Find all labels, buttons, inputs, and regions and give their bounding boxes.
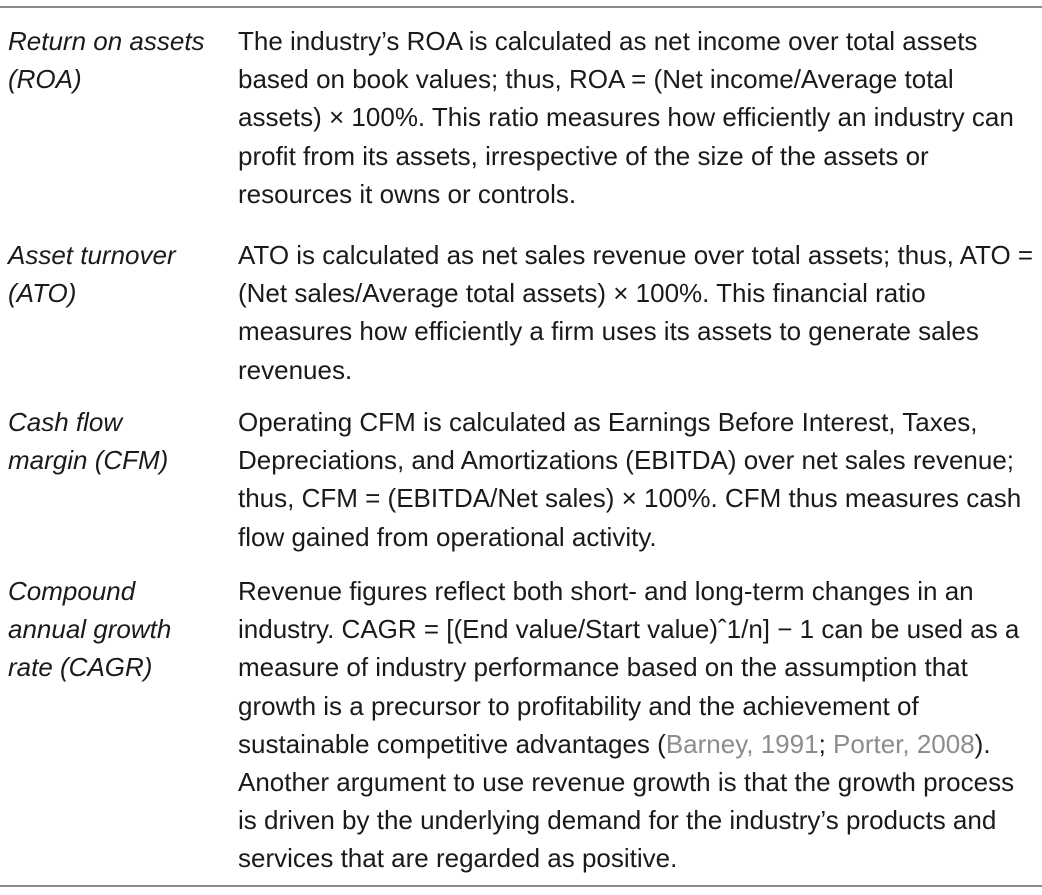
definition-cell: Operating CFM is calculated as Earnings Before Interest, Taxes, Depreciations, and Amortizations (EBITDA) over net sales revenue; thus, CFM = (EBITDA/Net sales) × 100%. CFM thus measures cash flow gained from operational activity. [238,407,1022,552]
table-row-cfm [8,401,1038,570]
definition-text: Revenue figures reflect both short- and long-term changes in an industry. CAGR = [(End value/Start value)ˆ1/n] − 1 can be used as a measure of industry performance based on the assumption that growth is a precursor to profitability and the achievement of sustainable competitive advantages ( [238,576,1020,759]
definition-text: ). Another argument to use revenue growth is that the growth process is driven by the underlying demand for the industry’s products and services that are regarded as positive. [238,728,1015,874]
bottom-rule [0,885,1042,887]
top-rule [0,6,1042,8]
definitions-table [8,20,1038,878]
term-cell: Cash flow margin (CFM) [8,407,169,476]
table-row-roa [8,20,1038,234]
citation-link[interactable]: Porter, 2008 [833,728,975,759]
term-cell: Compound annual growth rate (CAGR) [8,576,172,683]
citation-link[interactable]: Barney, 1991 [665,728,819,759]
term-cell: Return on assets (ROA) [8,26,205,95]
definition-cell: ATO is calculated as net sales revenue over total assets; thus, ATO = (Net sales/Average total assets) × 100%. This financial ratio measures how efficiently a firm uses its assets to generate sales revenues. [238,240,1034,385]
table-row-ato [8,234,1038,401]
table-row-cagr [8,570,1038,878]
citation-separator: ; [818,728,834,759]
definition-cell: The industry’s ROA is calculated as net income over total assets based on book values; thus, ROA = (Net income/Average total assets) × 100%. This ratio measures how efficiently an industry can profit from its assets, irrespective of the size of the assets or resources it owns or controls. [238,26,1014,209]
definition-cell [238,570,1038,878]
term-cell: Asset turnover (ATO) [8,240,176,309]
